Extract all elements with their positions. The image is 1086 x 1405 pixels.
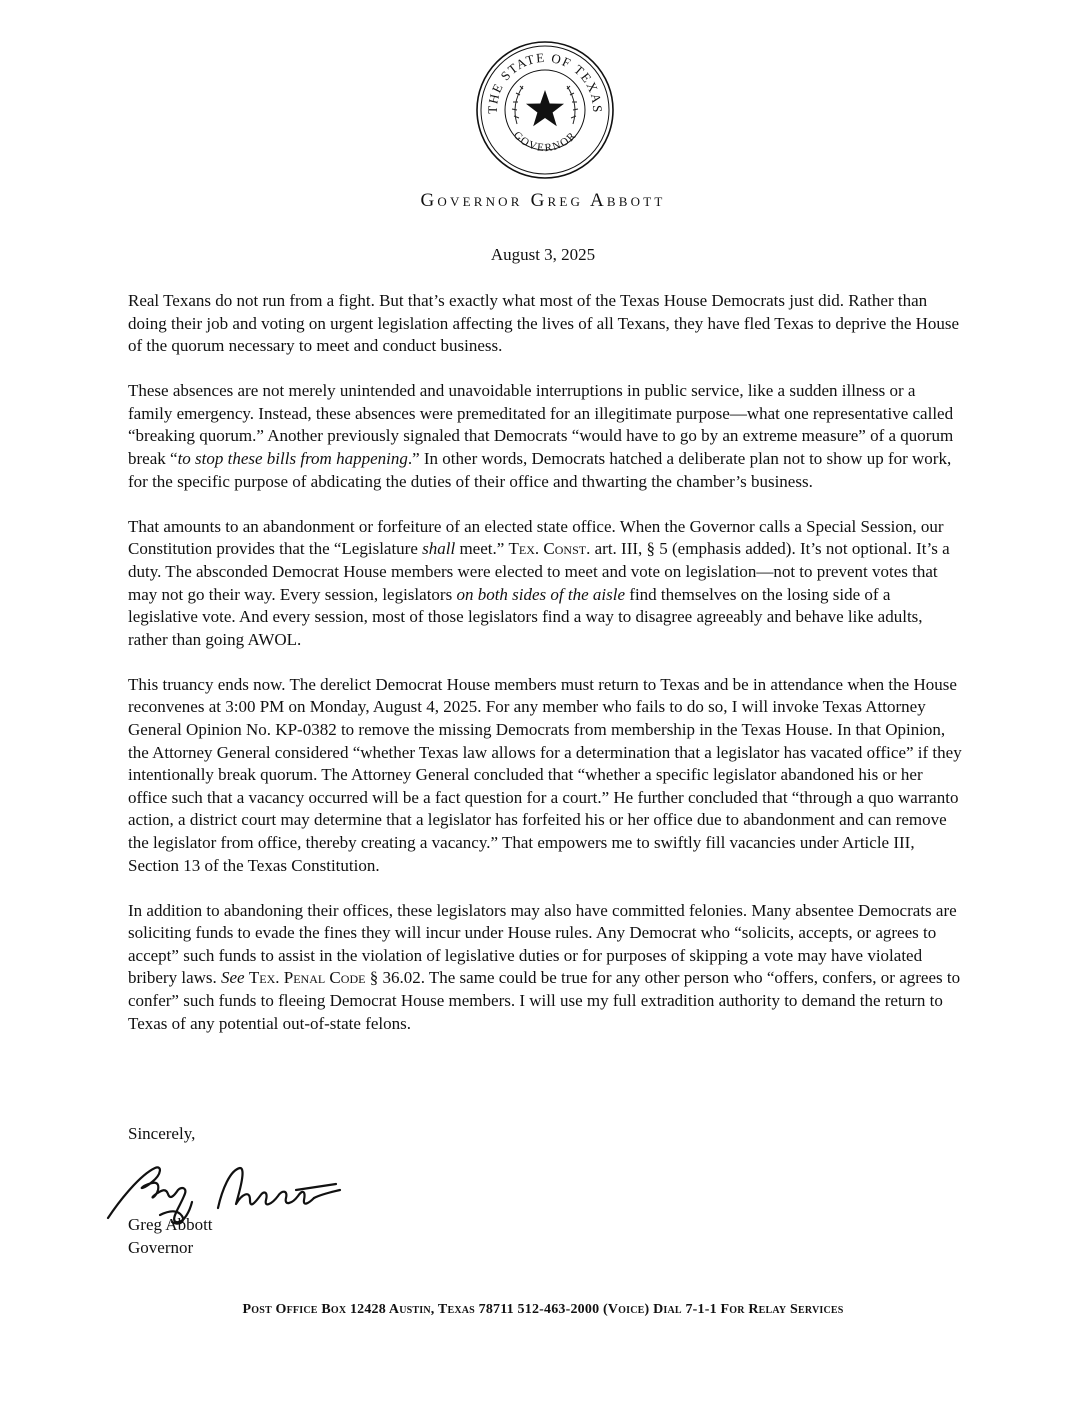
paragraph-2-text: These absences are not merely unintended and unavoidable interruptions in public service, like a sudden illness or a family emergency. Instead, these absences were premeditated for an illegitimate purpose—what one representative called “breaking quorum.” Another previously signaled that Democrats “would have to go by an extreme measure” of a quorum break “ [128, 381, 954, 469]
paragraph-3-text-end: find themselves on the losing side of a legislative vote. And every session, most of those legislators find a way to disagree agreeably and behave like adults, rather than going AWOL. [128, 584, 923, 649]
paragraph-1-text: Real Texans do not run from a fight. But that’s exactly what most of the Texas House Democrats just did. Rather than doing their job and voting on urgent legislation affecting the lives of all Texans, they have fled Texas to deprive the House of the quorum necessary to meet and conduct business. [128, 291, 960, 356]
paragraph-3-text: That amounts to an abandonment or forfeiture of an elected state office. When the Governor calls a Special Session, our Constitution provides that the “Legislature [128, 516, 944, 559]
shall-emphasis: shall [422, 539, 456, 559]
seal-inner-text: GOVERNOR [510, 129, 580, 155]
star-icon [526, 90, 564, 126]
paragraph-4 [128, 674, 964, 877]
closing-salutation: Sincerely, [128, 1124, 196, 1143]
letter-body [128, 290, 964, 1058]
paragraph-2-text-end: .” In other words, Democrats hatched a deliberate plan not to show up for work, for the specific purpose of abdicating the duties of their office and thwarting the chamber’s business. [128, 449, 952, 491]
signer-name: Greg Abbott [128, 1215, 213, 1234]
seal-outer-text: THE STATE OF TEXAS [484, 49, 606, 114]
signer-title: Governor [128, 1238, 194, 1257]
paragraph-5 [128, 900, 964, 1036]
quote-emphasis: to stop these bills from happening [177, 449, 408, 469]
state-seal-logo [475, 40, 615, 180]
svg-text:GOVERNOR [511, 129, 579, 154]
see-signal: See [221, 968, 245, 988]
signer-block [128, 1213, 213, 1259]
paragraph-5-text: In addition to abandoning their offices, these legislators may also have committed felonies. Many absentee Democrats are soliciting funds to evade the fines they will incur under House rules. Any Democrat who “solicits, accepts, or agrees to accept” such funds to assist in the violation of legislative duties or for purposes of skipping a vote may have violated bribery laws. [128, 900, 957, 988]
signature-text: Greg Abbott [100, 1147, 180, 1164]
footer-address: Post Office Box 12428 Austin, Texas 78711 512-463-2000 (Voice) Dial 7-1-1 For Relay Services [242, 1302, 844, 1317]
paragraph-3-text-c: art. III, § 5 (emphasis added). It’s not optional. It’s a duty. The absconded Democrat House members were elected to meet and vote on legislation—not to prevent votes that may not go their way. Every session, legislators [128, 539, 950, 604]
letter-date: August 3, 2025 [490, 245, 596, 264]
letterhead-title: Governor Greg Abbott [420, 190, 666, 211]
aisle-emphasis: on both sides of the aisle [456, 584, 626, 604]
paragraph-5-text-end: § 36.02. The same could be true for any other person who “offers, confers, or agrees to confer” such funds to fleeing Democrat House members. I will use my full extradition authority to demand the return to Texas of any potential out-of-state felons. [128, 968, 961, 1033]
paragraph-1 [128, 290, 964, 358]
paragraph-2 [128, 380, 964, 493]
paragraph-4-text: This truancy ends now. The derelict Democrat House members must return to Texas and be in attendance when the House reconvenes at 3:00 PM on Monday, August 4, 2025. For any member who fails to do so, I will invoke Texas Attorney General Opinion No. KP-0382 to remove the missing Democrats from membership in the Texas House. In that Opinion, the Attorney General considered “whether Texas law allows for a determination that a legislator has vacated office” if they intentionally break quorum. The Attorney General concluded that “whether a specific legislator abandoned his or her office such that a vacancy occurred will be a fact question for a court.” He further concluded that “through a quo warranto action, a district court may determine that a legislator has forfeited his or her office due to abandonment and can remove the legislator from office, thereby creating a vacancy.” That empowers me to swiftly fill vacancies under Article III, Section 13 of the Texas Constitution. [128, 674, 962, 875]
paragraph-3 [128, 516, 964, 652]
constitution-citation: Tex. Const. [508, 539, 591, 559]
penal-code-citation: Tex. Penal Code [248, 968, 366, 988]
paragraph-3-text-b: meet.” [455, 539, 509, 559]
